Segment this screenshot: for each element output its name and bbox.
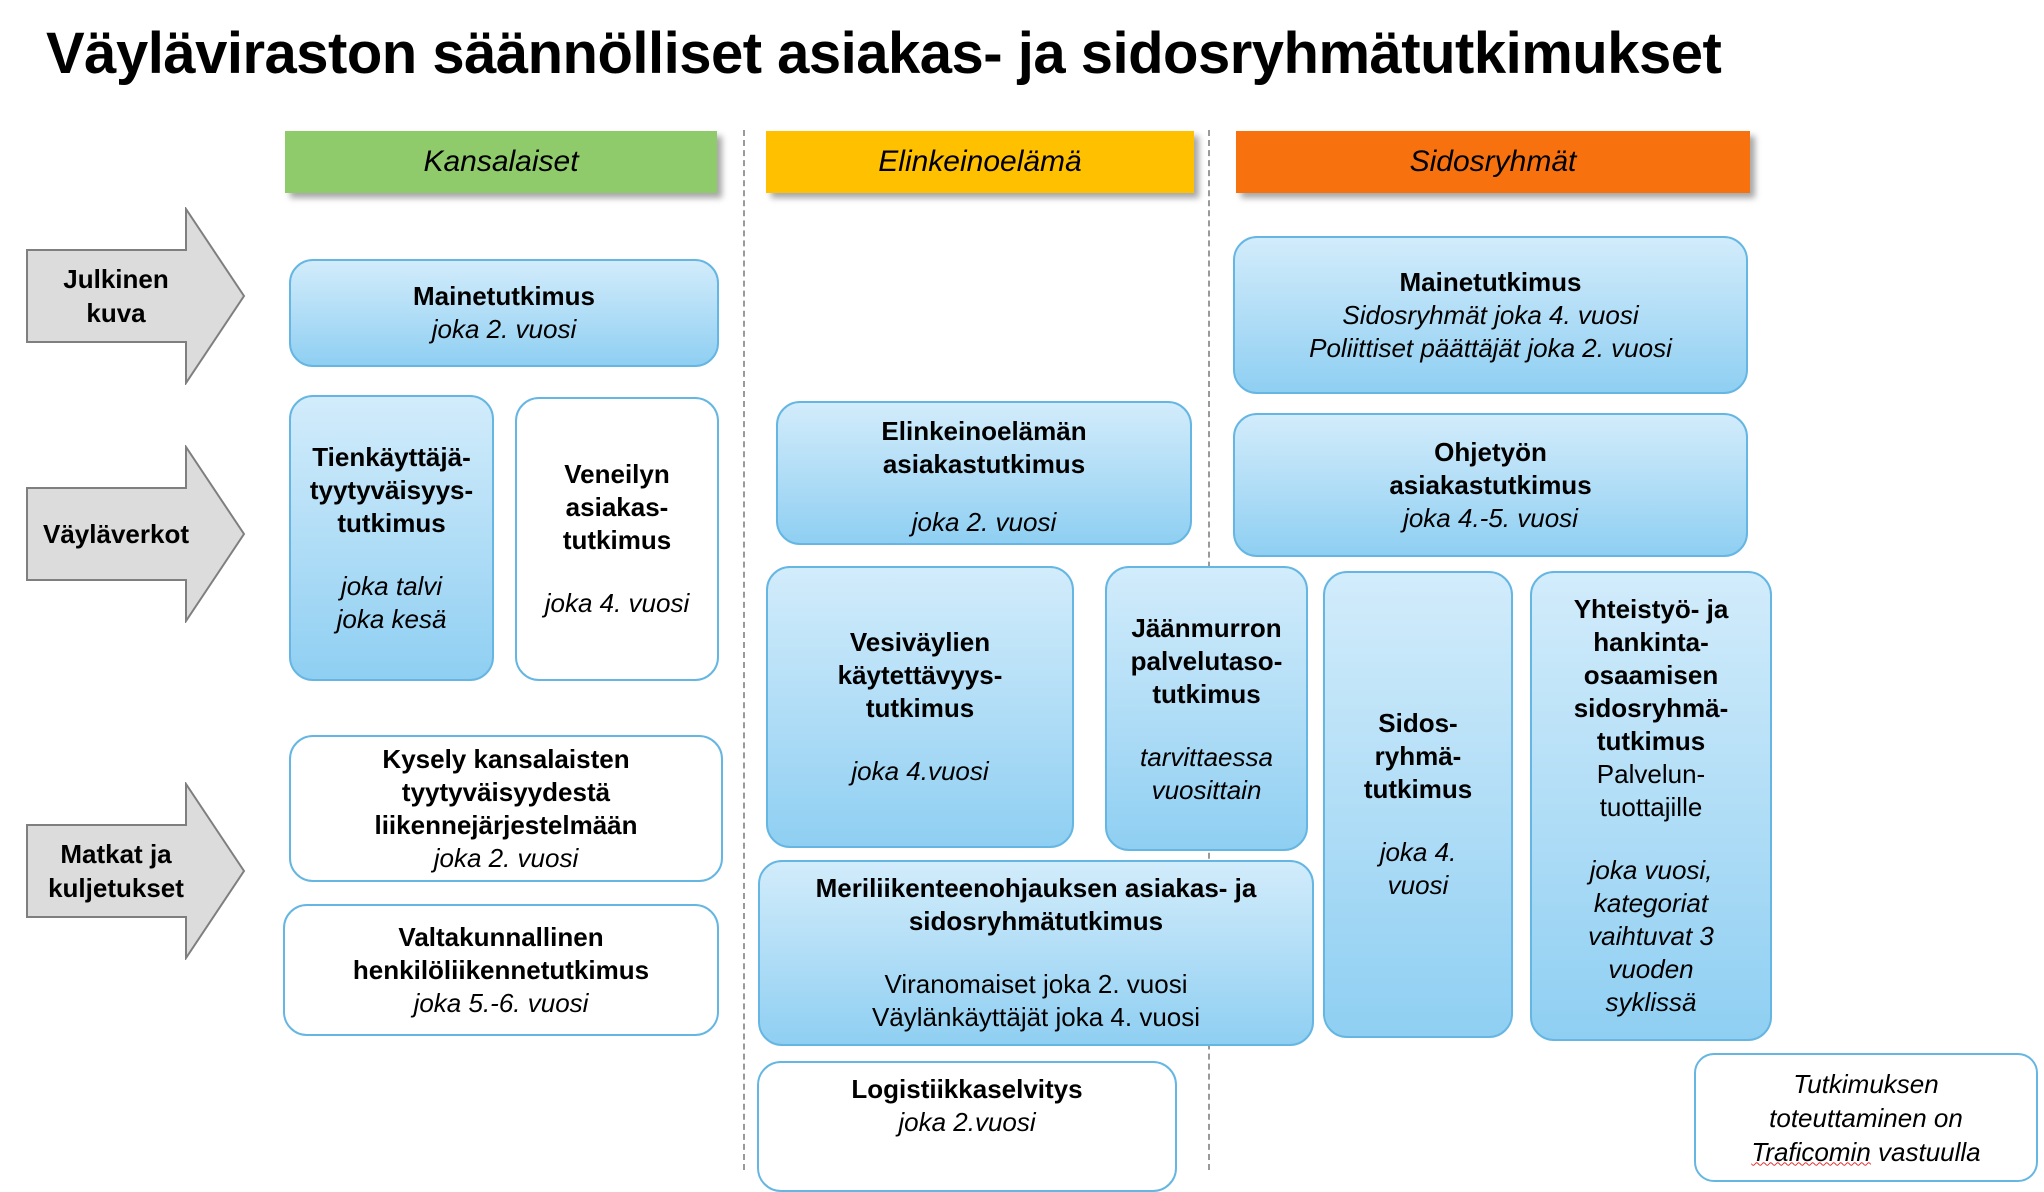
study-sidosryhmatutkimus [1323,571,1513,1038]
study-veneilyn-asiakastutkimus [515,397,719,681]
study-title-line: liikennejärjestelmään [374,809,638,840]
traficom-responsibility-note [1694,1053,2038,1182]
study-title: Mainetutkimus [1399,266,1582,297]
study-title-line: asiakas- [565,492,669,522]
note-line: toteuttaminen on [1769,1102,1963,1133]
column-header-label: Kansalaiset [423,145,579,178]
row-label-line: kuljetukset [48,873,184,903]
study-valtakunnallinen-henkiloliikennetutkimus [283,904,719,1036]
study-kysely-kansalaisten [289,735,723,882]
study-title-line: tutkimus [562,525,672,555]
study-title-line: tyytyväisyydestä [401,776,611,807]
study-title-line: hankinta- [1593,627,1709,657]
study-frequency: joka 4.-5. vuosi [1403,502,1578,533]
study-frequency-line: joka vuosi, [1589,855,1713,885]
study-title: Logistiikkaselvitys [851,1074,1083,1104]
study-yhteistyo-hankintaosaamisen-tutkimus [1530,571,1772,1041]
study-title-line: Valtakunnallinen [398,921,604,952]
study-title-line: Tienkäyttäjä- [312,441,471,472]
note-line-last [1751,1135,1980,1169]
study-frequency-line: Sidosryhmät joka 4. vuosi [1342,299,1639,330]
study-frequency-line: vuosittain [1151,775,1262,805]
study-title-line: palvelutaso- [1130,646,1283,676]
page-title: Väyläviraston säännölliset asiakas- ja sidosryhmätutkimukset [46,21,1722,86]
study-jaanmurron-palvelutasotutkimus [1105,566,1308,851]
column-divider-left [743,130,745,1170]
study-title-line: tutkimus [865,693,975,723]
study-title-line: henkilöliikennetutkimus [352,954,650,985]
study-frequency: joka 2. vuosi [911,507,1057,537]
study-title: Mainetutkimus [412,281,596,311]
study-title-line: Vesiväylien [849,627,991,657]
study-frequency: joka 2. vuosi [433,842,579,873]
study-title-line: tyytyväisyys- [309,474,474,505]
study-detail-line: Viranomaiset joka 2. vuosi [884,969,1188,999]
study-title-line: Kysely kansalaisten [382,743,630,774]
study-title-line: Ohjetyön [1434,436,1547,467]
study-mainetutkimus-sidosryhmat [1233,236,1748,394]
study-title-line: tutkimus [1152,679,1261,709]
study-title-line: tutkimus [1363,774,1473,804]
study-title-line: käytettävyys- [837,660,1003,690]
study-logistiikkaselvitys [757,1061,1177,1192]
study-frequency: joka 4. vuosi [544,588,690,618]
study-title-line: Elinkeinoelämän [881,416,1087,446]
study-frequency-line: syklissä [1605,987,1697,1017]
study-subtitle-line: tuottajille [1599,792,1703,822]
note-tail: vastuulla [1870,1136,1981,1167]
row-label-line: Julkinen [63,264,169,294]
study-title-line: sidosryhmätutkimus [908,906,1164,936]
column-header-label: Elinkeinoelämä [878,145,1082,178]
study-frequency-line: Poliittiset päättäjät joka 2. vuosi [1309,332,1672,363]
study-subtitle-line: Palvelun- [1596,759,1706,789]
row-label-line: kuva [86,298,146,328]
study-detail-line: Väylänkäyttäjät joka 4. vuosi [871,1002,1201,1032]
study-tienkayttajatyytyvaisyys [289,395,494,681]
study-title-line: sidosryhmä- [1573,693,1729,723]
study-frequency: joka 2.vuosi [898,1107,1036,1137]
study-title-line: tutkimus [1596,726,1706,756]
study-meriliikenteenohjauksen-tutkimus [758,860,1314,1046]
study-frequency-line: vuosi [1387,870,1449,900]
study-title-line: Jäänmurron [1131,613,1282,643]
study-frequency-line: joka 4. [1379,837,1457,867]
study-title-line: tutkimus [337,507,446,538]
study-title-line: Sidos- [1378,708,1458,738]
study-title-line: Yhteistyö- ja [1573,594,1729,624]
study-title-line: Veneilyn [564,459,670,489]
study-frequency-line: vaihtuvat 3 [1588,921,1714,951]
row-arrow-julkinen-kuva [26,207,246,385]
row-arrow-matkat-ja-kuljetukset [26,782,246,960]
column-header-label: Sidosryhmät [1409,145,1577,178]
row-label [26,782,206,960]
row-label [26,207,206,385]
note-line: Tutkimuksen [1793,1068,1939,1099]
study-elinkeinoelaman-asiakastutkimus [776,401,1192,545]
study-frequency: joka 5.-6. vuosi [413,987,589,1018]
study-vesivaylien-kaytettavyystutkimus [766,566,1074,848]
study-title-line: asiakastutkimus [1389,469,1592,500]
study-title-line: asiakastutkimus [882,449,1086,479]
study-ohjetyon-asiakastutkimus [1233,413,1748,557]
row-label [26,445,206,623]
study-frequency-line: vuoden [1608,954,1694,984]
study-frequency-line: tarvittaessa [1140,742,1273,772]
study-frequency-line: joka kesä [336,603,447,634]
note-brand: Traficomin [1751,1136,1871,1167]
study-frequency-line: joka talvi [340,570,443,601]
column-header-kansalaiset [285,131,717,193]
study-frequency: joka 2. vuosi [431,314,577,344]
row-arrow-vaylaverkot [26,445,246,623]
row-label-line: Matkat ja [60,839,172,869]
column-header-sidosryhmat [1236,131,1750,193]
study-title-line: osaamisen [1583,660,1719,690]
study-frequency: joka 4.vuosi [851,756,989,786]
study-title-line: ryhmä- [1374,741,1462,771]
study-frequency-line: kategoriat [1593,888,1709,918]
study-mainetutkimus-kansalaiset [289,259,719,367]
study-title-line: Meriliikenteenohjauksen asiakas- ja [815,873,1257,903]
row-label-line: Väyläverkot [43,519,189,549]
column-header-elinkeinoelama [766,131,1194,193]
